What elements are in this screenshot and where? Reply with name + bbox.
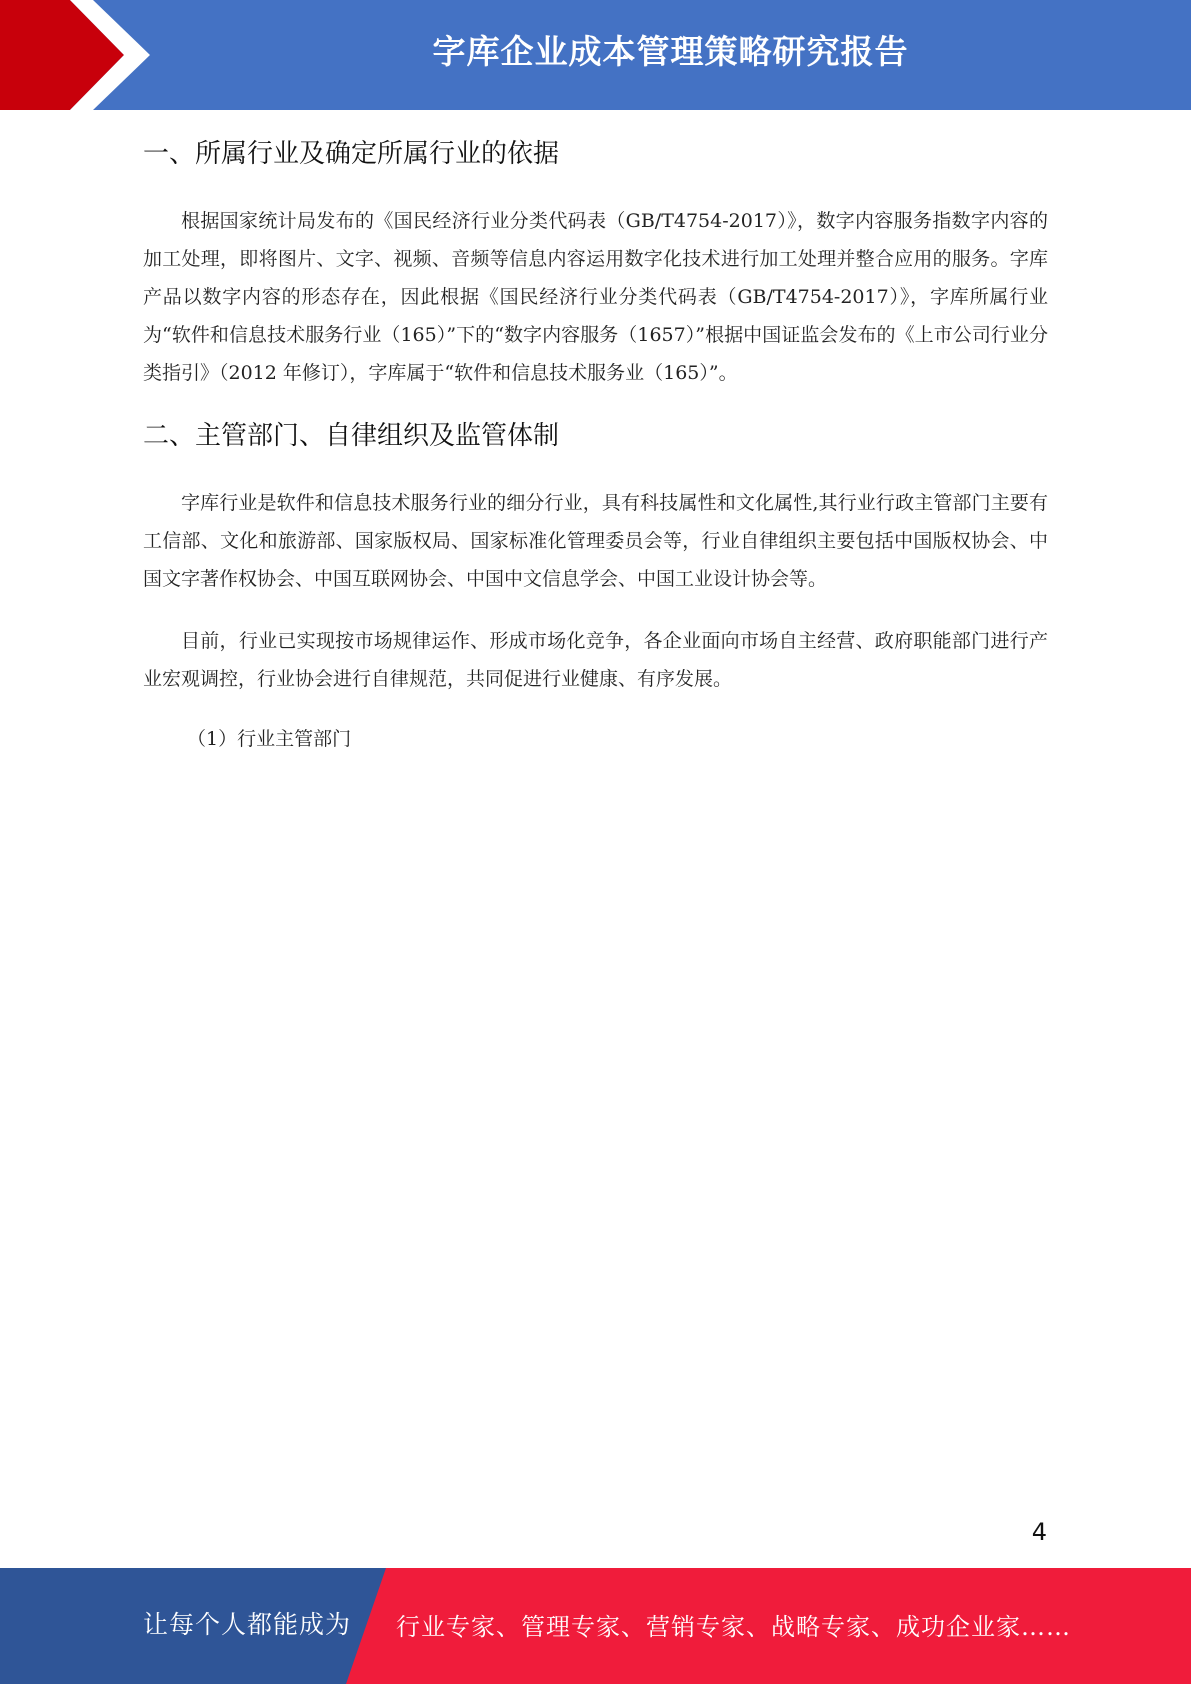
section-heading-regulation: 二、主管部门、自律组织及监管体制 [143, 421, 560, 451]
section-heading-industry: 一、所属行业及确定所属行业的依据 [143, 139, 560, 169]
report-title: 字库企业成本管理策略研究报告 [432, 32, 909, 71]
paragraph-authorities: 字库行业是软件和信息技术服务行业的细分行业，具有科技属性和文化属性,其行业行政主管部门主要有工信部、文化和旅游部、国家版权局、国家标准化管理委员会等，行业自律组织主要包括中国版权协会、中国文字著作权协会、中国互联网协会、中国中文信息学会、中国工业设计协会等。 [143, 492, 1048, 590]
paragraph-market-status: 目前，行业已实现按市场规律运作、形成市场化竞争，各企业面向市场自主经营、政府职能部门进行产业宏观调控，行业协会进行自律规范，共同促进行业健康、有序发展。 [143, 630, 1048, 690]
footer-banner [0, 1568, 1191, 1684]
document-body [143, 128, 1048, 758]
header-banner [0, 0, 1191, 110]
footer-slogan-left: 让每个人都能成为 [143, 1610, 352, 1639]
paragraph-industry-basis: 根据国家统计局发布的《国民经济行业分类代码表（GB/T4754-2017）》，数字内容服务指数字内容的加工处理，即将图片、文字、视频、音频等信息内容运用数字化技术进行加工处理并整合应用的服务。字库产品以数字内容的形态存在，因此根据《国民经济行业分类代码表（GB/T4754-2017）》，字库所属行业为“软件和信息技术服务行业（165）”下的“数字内容服务（1657）”根据中国证监会发布的《上市公司行业分类指引》（2012 年修订），字库属于“软件和信息技术服务业（165）”。 [143, 210, 1048, 384]
header-chevron-decoration [0, 0, 160, 110]
page-number: 4 [1031, 1518, 1047, 1546]
subheading-authorities: （1）行业主管部门 [187, 728, 352, 750]
footer-slogan-right: 行业专家、管理专家、营销专家、战略专家、成功企业家…… [396, 1613, 1071, 1641]
